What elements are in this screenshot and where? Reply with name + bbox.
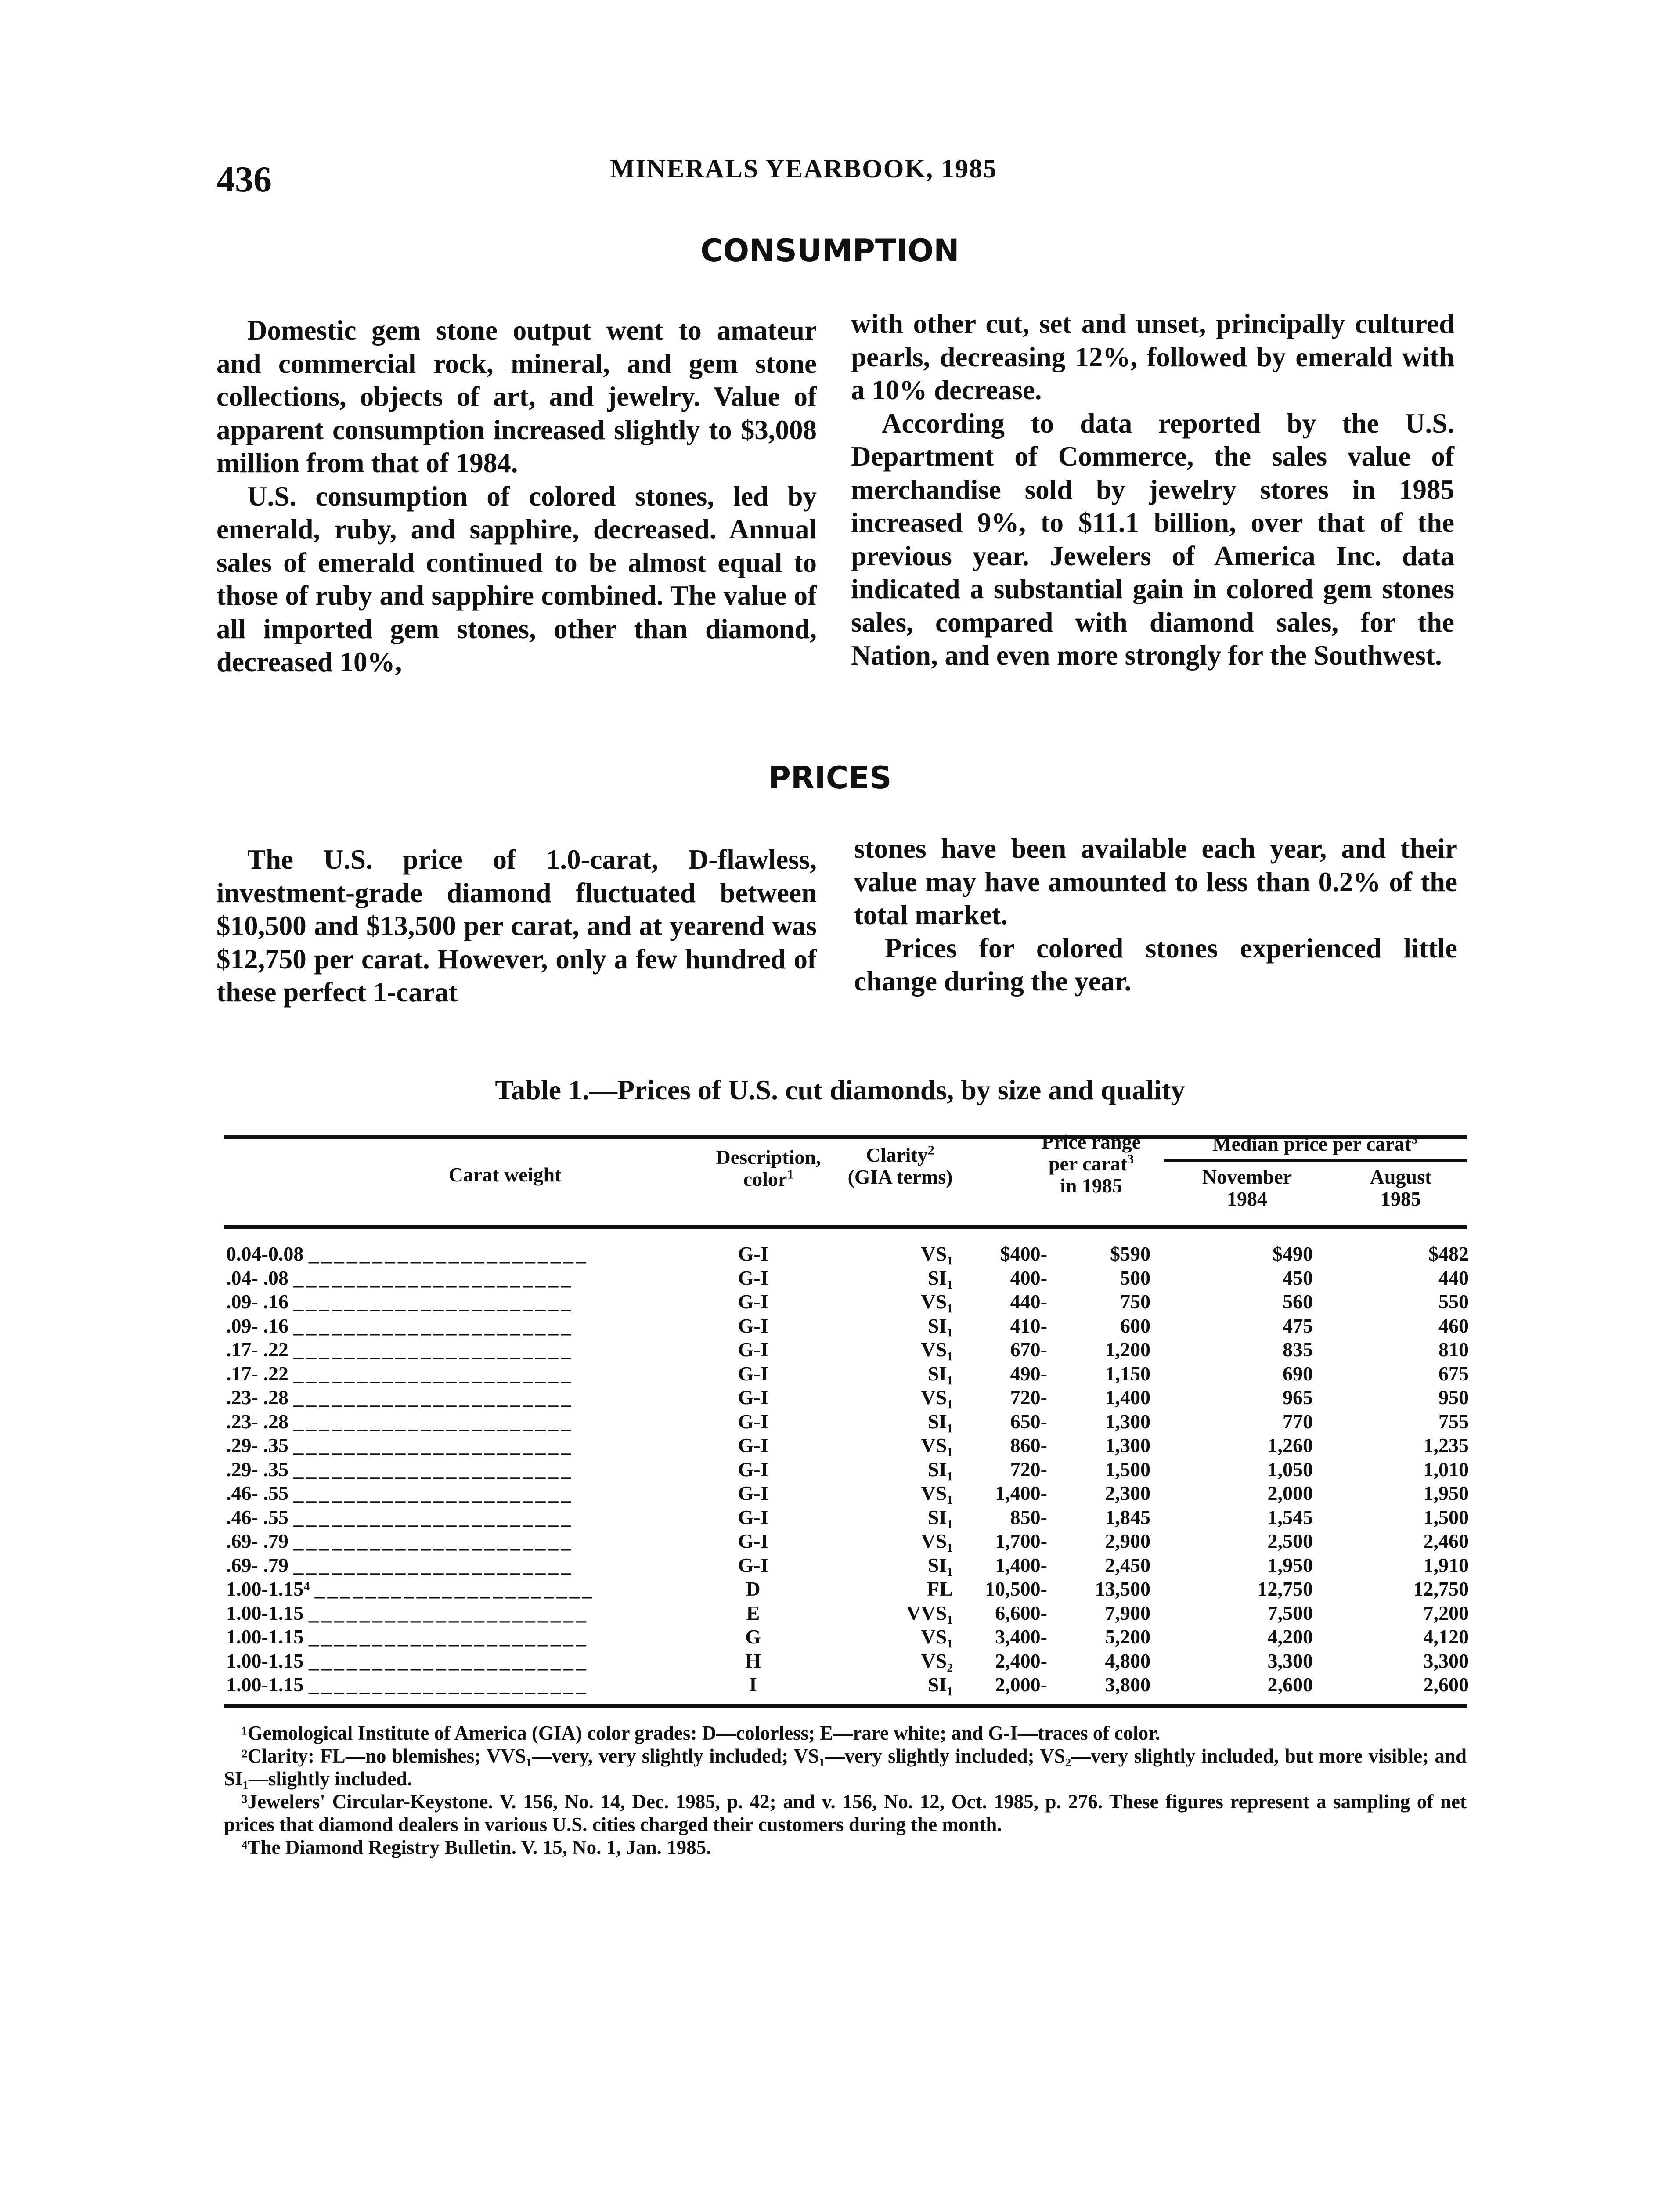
clarity-cell: SI₁ <box>927 1362 953 1385</box>
table-row <box>226 1242 1469 1266</box>
november-1984-cell: 4,200 <box>1267 1625 1313 1648</box>
dot-leader: ______________________ <box>293 1266 574 1289</box>
clarity-cell: VS₁ <box>921 1386 953 1409</box>
carat-weight: .23- .28 <box>226 1386 288 1409</box>
price-high-cell: 13,500 <box>1095 1578 1150 1600</box>
carat-weight-cell <box>226 1314 665 1338</box>
dot-leader: ______________________ <box>293 1338 574 1361</box>
color-cell: G-I <box>738 1458 768 1481</box>
carat-weight: .09- .16 <box>226 1290 288 1313</box>
consumption-left-column <box>216 314 817 679</box>
november-1984-cell: 2,600 <box>1267 1673 1313 1696</box>
consumption-heading: CONSUMPTION <box>700 233 959 269</box>
dot-leader: ______________________ <box>293 1530 574 1552</box>
color-cell: G-I <box>738 1482 768 1504</box>
color-cell: G-I <box>738 1266 768 1289</box>
table-row <box>226 1481 1469 1506</box>
august-1985-cell: 675 <box>1438 1362 1469 1385</box>
header-line <box>834 1144 966 1166</box>
header-line: August <box>1370 1166 1432 1188</box>
header-line: 1984 <box>1227 1188 1267 1210</box>
clarity-cell: VS₁ <box>921 1338 953 1361</box>
color-cell: I <box>749 1673 757 1696</box>
clarity-cell: SI₁ <box>927 1458 953 1481</box>
table-title: Table 1.—Prices of U.S. cut diamonds, by size and quality <box>495 1074 1185 1105</box>
paragraph: Domestic gem stone output went to amateur and commercial rock, mineral, and gem stone collections, objects of art, and jewelry. Value of apparent consumption increased slightly to $3,008 million from that of 1984. <box>216 315 817 478</box>
header-clarity <box>834 1144 966 1188</box>
paragraph: According to data reported by the U.S. Department of Commerce, the sales value of merchandise sold by jewelry stores in 1985 increased 9%, to $11.1 billion, over that of the previous year. Jewelers of America Inc. data indicated a substantial gain in colored gem stones sales, compared with diamond sales, for the Nation, and even more strongly for the Southwest. <box>851 408 1454 671</box>
color-cell: G-I <box>738 1362 768 1385</box>
footnote-ref: 2 <box>927 1143 934 1158</box>
header-median-price <box>1164 1133 1467 1155</box>
dot-leader: ______________________ <box>314 1578 595 1600</box>
clarity-cell: SI₁ <box>927 1673 953 1696</box>
footnote: ²Clarity: FL—no blemishes; VVS₁—very, very slightly included; VS₁—very slightly included; VS₂—very slightly included, but more visible; and SI₁—slightly included. <box>224 1745 1467 1790</box>
price-high-cell: $590 <box>1110 1242 1150 1265</box>
price-low-cell: 720- <box>1010 1386 1047 1409</box>
header-line: November <box>1202 1166 1292 1188</box>
table-row <box>226 1458 1469 1482</box>
carat-weight-cell <box>226 1506 665 1530</box>
august-1985-cell: 1,010 <box>1423 1458 1469 1481</box>
table-row <box>226 1386 1469 1410</box>
color-cell: G-I <box>738 1386 768 1409</box>
november-1984-cell: 475 <box>1283 1314 1313 1337</box>
price-low-cell: 2,400- <box>995 1649 1047 1672</box>
footnote-ref: 3 <box>1127 1152 1134 1167</box>
paragraph: Prices for colored stones experienced little change during the year. <box>854 932 1457 997</box>
color-cell: G-I <box>738 1314 768 1337</box>
clarity-cell: FL <box>927 1578 953 1600</box>
price-low-cell: 3,400- <box>995 1625 1047 1648</box>
price-low-cell: 6,600- <box>995 1601 1047 1624</box>
carat-weight-cell <box>226 1242 665 1266</box>
color-cell: H <box>745 1649 761 1672</box>
table-header-rule <box>224 1225 1467 1229</box>
price-high-cell: 1,500 <box>1105 1458 1150 1481</box>
dot-leader: ______________________ <box>293 1362 574 1385</box>
header-text: per carat <box>1048 1152 1128 1175</box>
diamond-prices-table <box>226 1242 1469 1697</box>
carat-weight-cell <box>226 1434 665 1458</box>
table-row <box>226 1529 1469 1553</box>
header-text: Clarity <box>866 1144 928 1166</box>
color-cell: G-I <box>738 1290 768 1313</box>
november-1984-cell: 1,950 <box>1267 1553 1313 1576</box>
paragraph: U.S. consumption of colored stones, led by emerald, ruby, and sapphire, decreased. Annual sales of emerald continued to be almost equal to those of ruby and sapphire combined. The value of all imported gem stones, other than diamond, decreased 10%, <box>216 480 817 677</box>
price-low-cell: 1,700- <box>995 1530 1047 1552</box>
page-number: 436 <box>216 159 272 200</box>
november-1984-cell: 7,500 <box>1267 1601 1313 1624</box>
clarity-cell: SI₁ <box>927 1266 953 1289</box>
carat-weight-cell <box>226 1338 665 1362</box>
header-text: color <box>743 1168 787 1190</box>
november-1984-cell: 450 <box>1283 1266 1313 1289</box>
footnote: ⁴The Diamond Registry Bulletin. V. 15, No. 1, Jan. 1985. <box>242 1836 711 1858</box>
table-row <box>226 1625 1469 1649</box>
price-low-cell: 10,500- <box>985 1578 1047 1600</box>
carat-weight-cell <box>226 1577 665 1601</box>
color-cell: G <box>745 1625 761 1648</box>
color-cell: G-I <box>738 1434 768 1456</box>
table-row <box>226 1314 1469 1338</box>
carat-weight: .04- .08 <box>226 1266 288 1289</box>
median-header-rule <box>1164 1159 1467 1162</box>
dot-leader: ______________________ <box>308 1649 589 1672</box>
clarity-cell: SI₁ <box>927 1410 953 1433</box>
dot-leader: ______________________ <box>293 1458 574 1481</box>
table-row <box>226 1553 1469 1578</box>
august-1985-cell: 2,460 <box>1423 1530 1469 1552</box>
table-row <box>226 1506 1469 1530</box>
header-text: Median price per carat <box>1212 1133 1411 1155</box>
color-cell: E <box>746 1601 760 1624</box>
dot-leader: ______________________ <box>308 1601 589 1624</box>
header-line: Description, <box>716 1146 821 1168</box>
november-1984-cell: 1,545 <box>1267 1506 1313 1528</box>
august-1985-cell: 550 <box>1438 1290 1469 1313</box>
carat-weight: .17- .22 <box>226 1362 288 1385</box>
prices-right-column <box>854 832 1457 998</box>
carat-weight: 1.00-1.15⁴ <box>226 1578 310 1600</box>
price-high-cell: 5,200 <box>1105 1625 1150 1648</box>
clarity-cell: VS₁ <box>921 1530 953 1552</box>
august-1985-cell: 1,235 <box>1423 1434 1469 1456</box>
november-1984-cell: 965 <box>1283 1386 1313 1409</box>
carat-weight: .46- .55 <box>226 1506 288 1528</box>
price-high-cell: 3,800 <box>1105 1673 1150 1696</box>
price-high-cell: 1,300 <box>1105 1434 1150 1456</box>
header-description <box>703 1146 834 1190</box>
price-high-cell: 1,400 <box>1105 1386 1150 1409</box>
carat-weight-cell <box>226 1673 665 1697</box>
footnote-ref: 1 <box>787 1167 794 1182</box>
price-high-cell: 7,900 <box>1105 1601 1150 1624</box>
color-cell: G-I <box>738 1410 768 1433</box>
paragraph: with other cut, set and unset, principally cultured pearls, decreasing 12%, followed by emerald with a 10% decrease. <box>851 308 1454 405</box>
color-cell: D <box>746 1578 761 1600</box>
table-row <box>226 1266 1469 1290</box>
carat-weight: .46- .55 <box>226 1482 288 1504</box>
table-row <box>226 1362 1469 1386</box>
carat-weight: 1.00-1.15 <box>226 1601 304 1624</box>
price-high-cell: 1,200 <box>1105 1338 1150 1361</box>
price-low-cell: $400- <box>1000 1242 1047 1265</box>
clarity-cell: VS₁ <box>921 1482 953 1504</box>
carat-weight-cell <box>226 1553 665 1578</box>
table-row <box>226 1673 1469 1697</box>
dot-leader: ______________________ <box>293 1314 574 1337</box>
header-line <box>1019 1153 1164 1175</box>
price-low-cell: 850- <box>1010 1506 1047 1528</box>
footnote: ³Jewelers' Circular-Keystone. V. 156, No. 14, Dec. 1985, p. 42; and v. 156, No. 12, Oct. 1985, p. 276. These figures represent a sampling of net prices that diamond dealers in various U.S. cities charged their customers during the month. <box>224 1791 1467 1835</box>
august-1985-cell: 1,500 <box>1423 1506 1469 1528</box>
price-high-cell: 4,800 <box>1105 1649 1150 1672</box>
running-title: MINERALS YEARBOOK, 1985 <box>609 154 998 183</box>
dot-leader: ______________________ <box>293 1290 574 1313</box>
november-1984-cell: 3,300 <box>1267 1649 1313 1672</box>
price-low-cell: 860- <box>1010 1434 1047 1456</box>
november-1984-cell: 835 <box>1283 1338 1313 1361</box>
table-bottom-rule <box>224 1704 1467 1708</box>
august-1985-cell: 755 <box>1438 1410 1469 1433</box>
november-1984-cell: 1,050 <box>1267 1458 1313 1481</box>
carat-weight: 1.00-1.15 <box>226 1625 304 1648</box>
color-cell: G-I <box>738 1242 768 1265</box>
dot-leader: ______________________ <box>293 1386 574 1409</box>
clarity-cell: VS₁ <box>921 1625 953 1648</box>
price-high-cell: 750 <box>1120 1290 1150 1313</box>
carat-weight-cell <box>226 1529 665 1553</box>
carat-weight: .29- .35 <box>226 1458 288 1481</box>
price-low-cell: 2,000- <box>995 1673 1047 1696</box>
price-high-cell: 1,150 <box>1105 1362 1150 1385</box>
clarity-cell: VS₁ <box>921 1242 953 1265</box>
carat-weight: .29- .35 <box>226 1434 288 1456</box>
dot-leader: ______________________ <box>293 1434 574 1456</box>
carat-weight: .09- .16 <box>226 1314 288 1337</box>
price-low-cell: 400- <box>1010 1266 1047 1289</box>
table-row <box>226 1649 1469 1673</box>
price-high-cell: 2,300 <box>1105 1482 1150 1504</box>
price-high-cell: 1,845 <box>1105 1506 1150 1528</box>
table-row <box>226 1434 1469 1458</box>
carat-weight: 1.00-1.15 <box>226 1649 304 1672</box>
table-row <box>226 1577 1469 1601</box>
carat-weight-cell <box>226 1362 665 1386</box>
price-low-cell: 410- <box>1010 1314 1047 1337</box>
clarity-cell: SI₁ <box>927 1314 953 1337</box>
dot-leader: ______________________ <box>293 1553 574 1576</box>
price-low-cell: 650- <box>1010 1410 1047 1433</box>
august-1985-cell: 950 <box>1438 1386 1469 1409</box>
clarity-cell: VS₁ <box>921 1434 953 1456</box>
november-1984-cell: 560 <box>1283 1290 1313 1313</box>
dot-leader: ______________________ <box>293 1506 574 1528</box>
november-1984-cell: 690 <box>1283 1362 1313 1385</box>
dot-leader: ______________________ <box>308 1242 589 1265</box>
carat-weight-cell <box>226 1266 665 1290</box>
august-1985-cell: 12,750 <box>1413 1578 1469 1600</box>
table-row <box>226 1410 1469 1434</box>
carat-weight-cell <box>226 1290 665 1314</box>
header-line: in 1985 <box>1060 1174 1122 1197</box>
august-1985-cell: 2,600 <box>1423 1673 1469 1696</box>
carat-weight-cell <box>226 1625 665 1649</box>
prices-heading: PRICES <box>768 760 892 796</box>
price-low-cell: 440- <box>1010 1290 1047 1313</box>
table-row <box>226 1601 1469 1625</box>
august-1985-cell: 440 <box>1438 1266 1469 1289</box>
clarity-cell: VS₂ <box>921 1649 953 1672</box>
clarity-cell: SI₁ <box>927 1553 953 1576</box>
color-cell: G-I <box>738 1338 768 1361</box>
carat-weight: .69- .79 <box>226 1553 288 1576</box>
carat-weight-cell <box>226 1410 665 1434</box>
paragraph: The U.S. price of 1.0-carat, D-flawless, investment-grade diamond fluctuated between $10,500 and $13,500 per carat, and at yearend was $12,750 per carat. However, only a few hundred of these perfect 1-carat <box>216 844 817 1008</box>
carat-weight: 0.04-0.08 <box>226 1242 304 1265</box>
november-1984-cell: 2,000 <box>1267 1482 1313 1504</box>
carat-weight-cell <box>226 1601 665 1625</box>
footnote: ¹Gemological Institute of America (GIA) color grades: D—colorless; E—rare white; and G-I—traces of color. <box>242 1722 1161 1744</box>
table-row <box>226 1338 1469 1362</box>
carat-weight-cell <box>226 1481 665 1506</box>
dot-leader: ______________________ <box>293 1410 574 1433</box>
november-1984-cell: 1,260 <box>1267 1434 1313 1456</box>
november-1984-cell: 12,750 <box>1257 1578 1313 1600</box>
carat-weight-cell <box>226 1386 665 1410</box>
august-1985-cell: 460 <box>1438 1314 1469 1337</box>
clarity-cell: VVS₁ <box>906 1601 953 1624</box>
august-1985-cell: 4,120 <box>1423 1625 1469 1648</box>
price-high-cell: 2,450 <box>1105 1553 1150 1576</box>
carat-weight: .23- .28 <box>226 1410 288 1433</box>
header-line: 1985 <box>1381 1188 1421 1210</box>
price-high-cell: 600 <box>1120 1314 1150 1337</box>
price-low-cell: 1,400- <box>995 1482 1047 1504</box>
price-low-cell: 670- <box>1010 1338 1047 1361</box>
carat-weight: .69- .79 <box>226 1530 288 1552</box>
header-line <box>703 1168 834 1190</box>
november-1984-cell: 770 <box>1283 1410 1313 1433</box>
carat-weight: .17- .22 <box>226 1338 288 1361</box>
carat-weight-cell <box>226 1458 665 1482</box>
august-1985-cell: 7,200 <box>1423 1601 1469 1624</box>
price-low-cell: 490- <box>1010 1362 1047 1385</box>
header-august-1985 <box>1330 1166 1471 1210</box>
carat-weight-cell <box>226 1649 665 1673</box>
august-1985-cell: $482 <box>1428 1242 1469 1265</box>
carat-weight: 1.00-1.15 <box>226 1673 304 1696</box>
price-high-cell: 2,900 <box>1105 1530 1150 1552</box>
price-high-cell: 1,300 <box>1105 1410 1150 1433</box>
november-1984-cell: $490 <box>1273 1242 1313 1265</box>
clarity-cell: SI₁ <box>927 1506 953 1528</box>
color-cell: G-I <box>738 1530 768 1552</box>
table-body <box>226 1242 1469 1697</box>
header-price-range <box>1019 1131 1164 1197</box>
price-low-cell: 1,400- <box>995 1553 1047 1576</box>
paragraph: stones have been available each year, and their value may have amounted to less than 0.2% of the total market. <box>854 833 1457 930</box>
consumption-right-column <box>851 307 1454 672</box>
color-cell: G-I <box>738 1553 768 1576</box>
clarity-cell: VS₁ <box>921 1290 953 1313</box>
dot-leader: ______________________ <box>308 1625 589 1648</box>
november-1984-cell: 2,500 <box>1267 1530 1313 1552</box>
price-low-cell: 720- <box>1010 1458 1047 1481</box>
table-footnotes <box>224 1722 1467 1859</box>
table-row <box>226 1290 1469 1314</box>
color-cell: G-I <box>738 1506 768 1528</box>
header-carat-weight: Carat weight <box>448 1163 562 1186</box>
august-1985-cell: 1,910 <box>1423 1553 1469 1576</box>
dot-leader: ______________________ <box>293 1482 574 1504</box>
header-line: (GIA terms) <box>847 1166 953 1188</box>
prices-left-column <box>216 843 817 1009</box>
august-1985-cell: 1,950 <box>1423 1482 1469 1504</box>
dot-leader: ______________________ <box>308 1673 589 1696</box>
header-november-1984 <box>1164 1166 1330 1210</box>
price-high-cell: 500 <box>1120 1266 1150 1289</box>
header-line: Price range <box>1041 1131 1141 1153</box>
august-1985-cell: 3,300 <box>1423 1649 1469 1672</box>
footnote-ref: 3 <box>1411 1132 1418 1147</box>
august-1985-cell: 810 <box>1438 1338 1469 1361</box>
